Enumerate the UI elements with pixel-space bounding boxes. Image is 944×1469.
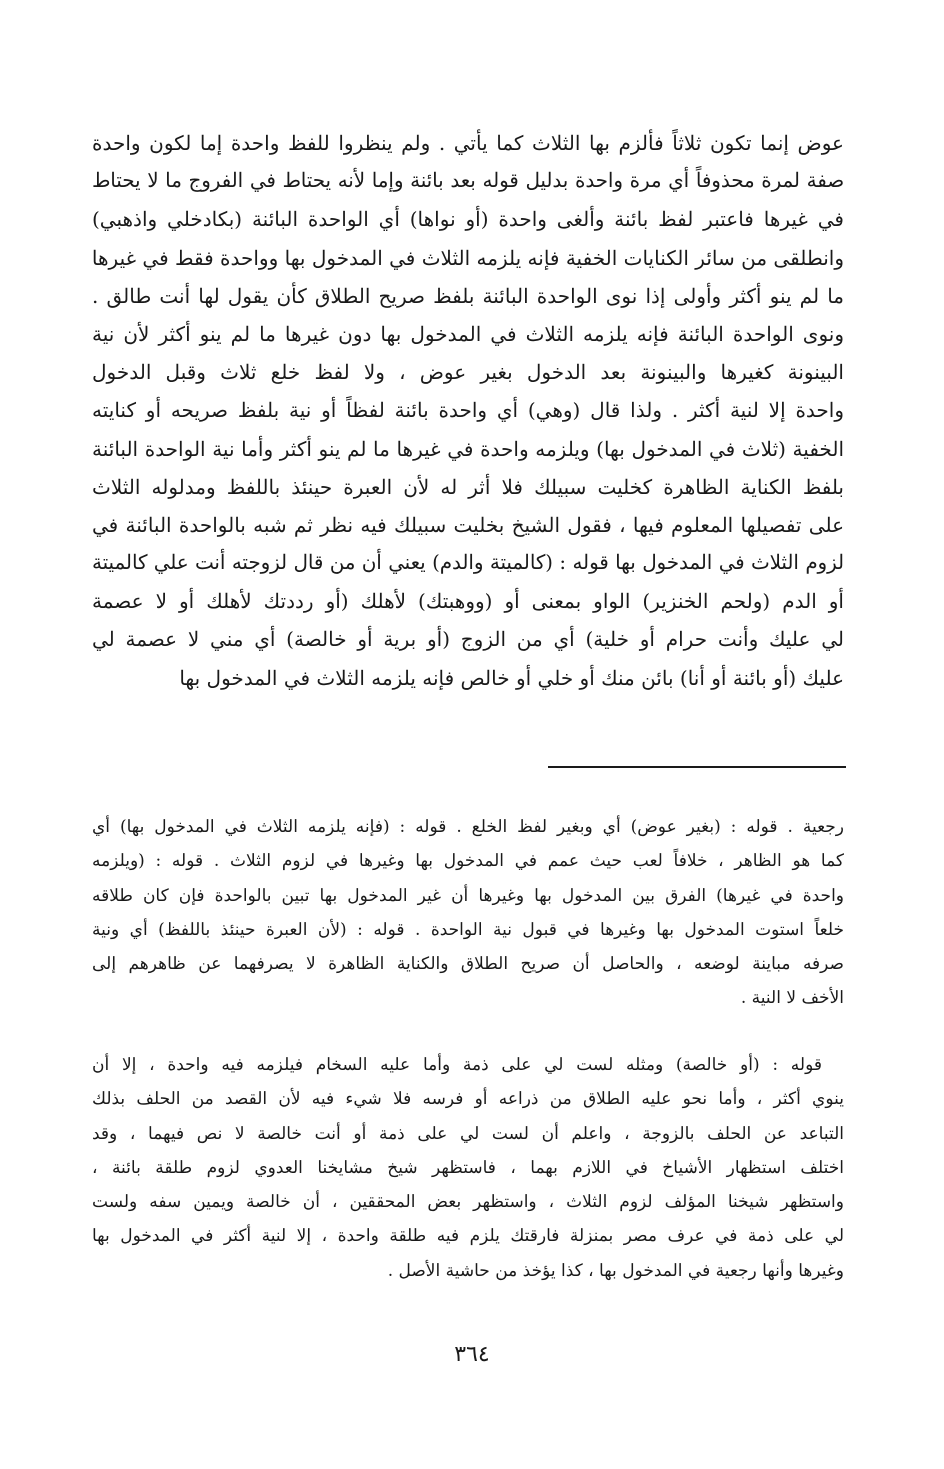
main-text-line: ما لم ينو أكثر وأولى إذا نوى الواحدة البائنة بلفظ صريح الطلاق كأن يقول لها أنت طالق .: [92, 283, 844, 308]
footnote-block-2: [92, 1048, 844, 1288]
main-text-line: واحدة إلا لنية أكثر . ولذا قال (وهي) أي واحدة بائنة لفظاً أو نية بلفظ صريحه أو كنايته: [92, 398, 844, 423]
page-number: ٣٦٤: [454, 1342, 490, 1367]
main-text-line: البينونة كغيرها والبينونة بعد الدخول بغير عوض ، ولا لفظ خلع ثلاث وقبل الدخول: [92, 360, 844, 385]
footnote-line: ينوي أكثر ، وأما نحو عليه الطلاق من ذراعه أو فرسه فلا شيء فيه لأن القصد من الحلف بذلك: [92, 1089, 844, 1110]
footnote-line: وغيرها وأنها رجعية في المدخول بها ، كذا يؤخذ من حاشية الأصل .: [387, 1260, 844, 1281]
footnote-block-1: [92, 810, 844, 1016]
footnote-line: صرفه مباينة لوضعه ، والحاصل أن صريح الطلاق والكناية الظاهرة لا يصرفهما عن ظاهرهم إلى: [92, 954, 844, 975]
main-text-line: لزوم الثلاث في المدخول بها قوله : (كالميتة والدم) يعني أن من قال لزوجته أنت علي كالميتة: [92, 551, 844, 575]
main-text-line: على تفصيلها المعلوم فيها ، فقول الشيخ بخليت سبيلك فيه نظر ثم شبه بالواحدة البائنة في: [92, 512, 844, 537]
main-text-line: صفة لمرة محذوفاً أي مرة واحدة بدليل قوله بعد بائنة وإما لأنه يحتاط في الفروج ما لا يحتاط: [92, 169, 844, 193]
main-text-line: عوض إنما تكون ثلاثاً فألزم بها الثلاث كما يأتي . ولم ينظروا للفظ واحدة إما لكون واحدة: [92, 131, 844, 155]
footnote-line: رجعية . قوله : (بغير عوض) أي وبغير لفظ الخلع . قوله : (فإنه يلزمه الثلاث في المدخول بها) أي: [92, 817, 844, 837]
main-text-line: لي عليك وأنت حرام أو خلية) أي من الزوج (أو برية أو خالصة) أي مني لا عصمة لي: [92, 627, 844, 652]
main-text-line: بلفظ الكناية الظاهرة كخليت سبيلك فلا أثر له لأن العبرة حينئذ باللفظ ومدلوله الثلاث: [92, 474, 844, 499]
footnote-line: التباعد عن الحلف بالزوجة ، واعلم أن لست لي على ذمة أو أنت خالصة لا نص فيهما ، وقد: [92, 1123, 844, 1144]
footnote-line: قوله : (أو خالصة) ومثله لست لي على ذمة وأما عليه السخام فيلزمه فيه واحدة ، إلا أن: [92, 1055, 822, 1075]
footnote-separator-rule: [548, 766, 846, 768]
main-text-block: [92, 124, 844, 697]
footnote-line: خلعاً استوت المدخول بها وغيرها في قبول نية الواحدة . قوله : (لأن العبرة حينئذ باللفظ) أي ونية: [92, 919, 844, 940]
footnote-line: لي على ذمة في عرف مصر بمنزلة فارقتك يلزم فيه طلقة واحدة ، إلا لنية أكثر في المدخول بها: [92, 1226, 844, 1247]
main-text-line: أو الدم (ولحم الخنزير) الواو بمعنى أو (ووهبتك) لأهلك (أو رددتك لأهلك أو لا عصمة: [92, 589, 844, 614]
main-text-line: عليك (أو بائنة أو أنا) بائن منك أو خلي أو خالص فإنه يلزمه الثلاث في المدخول بها: [179, 665, 844, 690]
footnote-line: واستظهر شيخنا المؤلف لزوم الثلاث ، واستظهر بعض المحققين ، أن خالصة ويمين سفه ولست: [92, 1192, 844, 1213]
main-text-line: ونوى الواحدة البائنة فإنه يلزمه الثلاث في المدخول بها دون غيرها ما لم ينو أكثر لأن نية: [92, 321, 844, 346]
footnote-line: كما هو الظاهر ، خلافاً لعب حيث عمم في المدخول بها وغيرها في لزوم الثلاث . قوله : (ويلزمه: [92, 851, 844, 872]
main-text-line: في غيرها فاعتبر لفظ بائنة وألغى واحدة (أو نواها) أي الواحدة البائنة (بكادخلي واذهبي): [92, 207, 844, 232]
main-text-line: وانطلقى من سائر الكنايات الخفية فإنه يلزمه الثلاث في المدخول بها وواحدة فقط في غيرها: [92, 245, 844, 270]
footnote-line: اختلف استظهار الأشياخ في اللازم بهما ، فاستظهر شيخ مشايخنا العدوي لزوم طلقة بائنة ،: [92, 1157, 844, 1178]
footnote-line: واحدة في غيرها) الفرق بين المدخول بها وغيرها أن غير المدخول بها تبين بالواحدة فإن كان طلاقه: [92, 885, 844, 906]
footnote-line: الأخف لا النية .: [740, 988, 844, 1009]
main-text-line: الخفية (ثلاث في المدخول بها) ويلزمه واحدة في غيرها ما لم ينو أكثر وأما نية الواحدة البائنة: [92, 436, 844, 461]
